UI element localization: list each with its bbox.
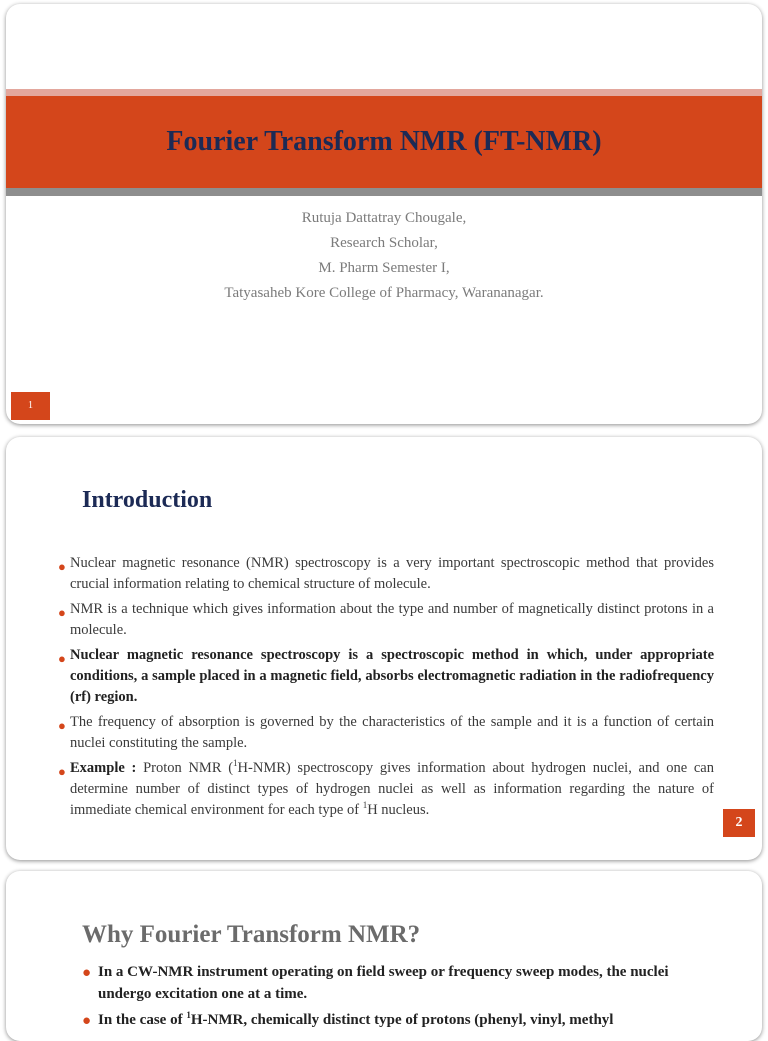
superscript: 1	[186, 1010, 191, 1020]
bullet-dot-icon: ●	[58, 559, 66, 574]
list-item	[82, 961, 718, 1005]
list-item	[58, 645, 714, 708]
bullet-dot-icon: ●	[58, 651, 66, 666]
title-band	[6, 96, 762, 188]
bullet-dot-icon: ●	[58, 764, 66, 779]
bullet-text: The frequency of absorption is governed by the characteristics of the sample and it is a function of certain nuclei constituting the sample.	[70, 714, 714, 751]
slide-3-title: Why Fourier Transform NMR?	[82, 921, 421, 948]
bullet-text: In a CW-NMR instrument operating on field sweep or frequency sweep modes, the nuclei undergo excitation one at a time.	[98, 964, 669, 1002]
author-college: Tatyasaheb Kore College of Pharmacy, Warananagar.	[224, 285, 544, 301]
author-name: Rutuja Dattatray Chougale,	[301, 210, 467, 226]
bullet-text: Proton NMR (	[136, 760, 234, 776]
list-item	[82, 1009, 718, 1031]
slide-2	[6, 437, 762, 860]
bullet-text: In the case of	[98, 1012, 187, 1028]
bullet-dot-icon: ●	[82, 1013, 92, 1029]
superscript: 1	[362, 800, 368, 811]
bullet-text: H-NMR, chemically distinct type of protons (phenyl, vinyl, methyl	[190, 1012, 614, 1028]
list-item	[58, 758, 714, 821]
author-block	[6, 206, 762, 306]
bullet-text: Nuclear magnetic resonance spectroscopy is a spectroscopic method in which, under appropriate conditions, a sample placed in a magnetic field, absorbs electromagnetic radiation in the radiofrequency (rf) region.	[70, 647, 714, 705]
slide-2-page-number: 2	[723, 809, 755, 837]
list-item	[58, 599, 714, 641]
slide-2-title: Introduction	[82, 487, 213, 513]
bullet-text: NMR is a technique which gives information about the type and number of magnetically distinct protons in a molecule.	[70, 601, 714, 638]
intro-bullet-list	[58, 553, 714, 825]
list-item	[58, 712, 714, 754]
bullet-dot-icon: ●	[58, 605, 66, 620]
slide-1-title: Fourier Transform NMR (FT-NMR)	[166, 126, 602, 157]
bullet-text: H-NMR) spectroscopy gives information about hydrogen nuclei, and one can determine number of distinct types of hydrogen nuclei as well as information regarding the nature of immediate chemical environment for each type of	[70, 760, 714, 818]
slide-1	[6, 4, 762, 424]
bullet-text: Nuclear magnetic resonance (NMR) spectroscopy is a very important spectroscopic method that provides crucial information relating to chemical structure of molecule.	[70, 555, 714, 592]
author-role: Research Scholar,	[330, 235, 438, 251]
bullet-dot-icon: ●	[82, 965, 92, 981]
title-band-bottom-stripe	[6, 188, 762, 196]
list-item	[58, 553, 714, 595]
superscript: 1	[233, 758, 238, 769]
slide-3	[6, 871, 762, 1041]
slide-1-page-number: 1	[11, 392, 50, 420]
bullet-dot-icon: ●	[58, 718, 66, 733]
bullet-text: H nucleus.	[367, 802, 430, 818]
example-label: Example :	[70, 760, 137, 776]
author-program: M. Pharm Semester I,	[318, 260, 450, 276]
